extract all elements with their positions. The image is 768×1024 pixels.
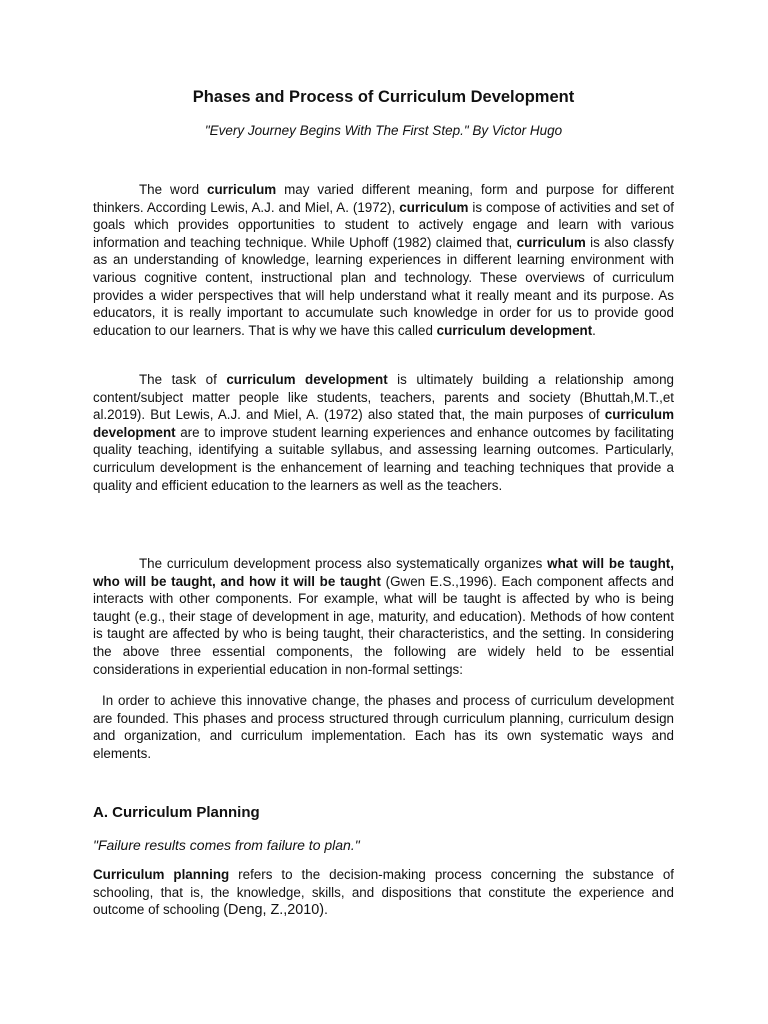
p1-bold-3: curriculum	[516, 234, 586, 250]
cp-text-2: .	[324, 902, 328, 918]
p1-bold-2: curriculum	[399, 199, 469, 215]
p3-bold-1: what will be taught, who will be taught, and how it will be taught	[93, 556, 674, 589]
p2-text-3: are to improve student learning experiences and enhance outcomes by facilitating quality teaching, identifying a suitable syllabus, and assessing learning outcomes. Particularly, curriculum development is the enhancement of learning and teaching techniques that provide a quality and efficient education to the learners as well as the teachers.	[93, 424, 674, 493]
section-heading-curriculum-planning: A. Curriculum Planning	[93, 804, 260, 821]
p1-text-3: is compose of activities and set of goals which provides opportunities to student to actively engage and learn with various information and teaching technique. While Uphoff (1982) claimed that,	[93, 199, 674, 250]
epigraph-quote: "Every Journey Begins With The First Step." By Victor Hugo	[204, 123, 563, 138]
paragraph-curriculum-planning	[93, 866, 674, 920]
p2-bold-2: curriculum development	[93, 407, 674, 440]
p1-text-2: may varied different meaning, form and purpose for different thinkers. According Lewis, A.J. and Miel, A. (1972),	[93, 182, 674, 215]
document-title: Phases and Process of Curriculum Development	[192, 88, 575, 106]
p1-text-4: is also classfy as an understanding of knowledge, learning experiences in different learning environment with various cognitive content, instructional plan and technology. These overviews of curriculum provides a wider perspectives that will help understand what it really meant and its purpose. As educators, it is really important to accumulate such knowledge in order for us to provide good education to our learners. That is why we have this called	[93, 234, 674, 338]
p2-text-2: is ultimately building a relationship among content/subject matter people like students, teachers, parents and society (Bhuttah,M.T.,et al.2019). But Lewis, A.J. and Miel, A. (1972) also stated that, the main purposes of	[93, 372, 674, 423]
p3-text-1: The curriculum development process also systematically organizes	[139, 556, 548, 571]
paragraph-3	[93, 555, 674, 678]
cp-text-1: refers to the decision-making process concerning the substance of schooling, that is, the knowledge, skills, and dispositions that constitute the experience and outcome of schooling	[93, 867, 674, 918]
cp-citation: (Deng, Z.,2010)	[223, 902, 325, 919]
p1-bold-1: curriculum	[207, 182, 277, 197]
p1-text-5: .	[592, 322, 596, 338]
paragraph-2	[93, 371, 674, 494]
p1-text-1: The word	[139, 182, 207, 197]
paragraph-4: In order to achieve this innovative change, the phases and process of curriculum development are founded. This phases and process structured through curriculum planning, curriculum design and organization, and curriculum implementation. Each has its own systematic ways and elements.	[93, 693, 674, 761]
p3-text-2: (Gwen E.S.,1996). Each component affects and interacts with other components. For example, what will be taught is affected by who is being taught (e.g., their stage of development in age, maturity, and education). Methods of how content is taught are affected by who is being taught, their characteristics, and the setting. In considering the above three essential components, the following are widely held to be essential considerations in experiential education in non-formal settings:	[93, 573, 674, 677]
p1-bold-4: curriculum development	[436, 322, 593, 338]
section-quote: "Failure results comes from failure to plan."	[93, 837, 360, 853]
p2-text-1: The task of	[139, 372, 227, 387]
paragraph-1	[93, 181, 674, 339]
p2-bold-1: curriculum development	[226, 372, 388, 387]
cp-bold-1: Curriculum planning	[93, 867, 230, 882]
